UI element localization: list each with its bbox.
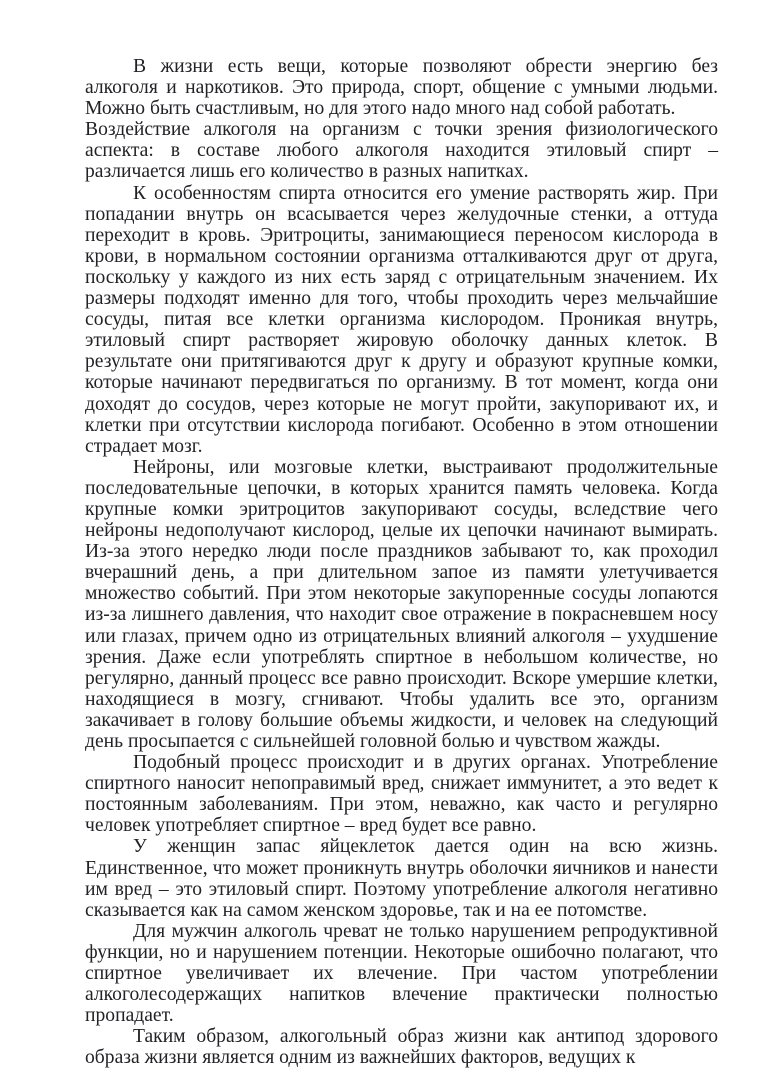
paragraph-intro: В жизни есть вещи, которые позволяют обрести энергию без алкоголя и наркотиков. Это природа, спорт, общение с умными людьми. Можно быть счастливым, но для этого надо много над собой работать. xyxy=(85,56,718,120)
paragraph-physiology-heading: Воздействие алкоголя на организм с точки зрения физиологического аспекта: в составе любого алкоголя находится этиловый спирт – различается лишь его количество в разных напитках. xyxy=(85,119,718,183)
paragraph-other-organs: Подобный процесс происходит и в других органах. Употребление спиртного наносит непоправимый вред, снижает иммунитет, а это ведет к постоянным заболеваниям. При этом, неважно, как часто и регулярно человек употребляет спиртное – вред будет все равно. xyxy=(85,752,718,837)
paragraph-conclusion: Таким образом, алкогольный образ жизни как антипод здорового образа жизни является одним из важнейших факторов, ведущих к xyxy=(85,1026,718,1069)
paragraph-women: У женщин запас яйцеклеток дается один на всю жизнь. Единственное, что может проникнуть внутрь оболочки яичников и нанести им вред – это этиловый спирт. Поэтому употребление алкоголя негативно сказывается как на самом женском здоровье, так и на ее потомстве. xyxy=(85,836,718,921)
paragraph-men: Для мужчин алкоголь чреват не только нарушением репродуктивной функции, но и нарушением потенции. Некоторые ошибочно полагают, что спиртное увеличивает их влечение. При частом употреблении алкоголесодержащих напитков влечение практически полностью пропадает. xyxy=(85,920,718,1027)
paragraph-spirit-properties: К особенностям спирта относится его умение растворять жир. При попадании внутрь он всасывается через желудочные стенки, а оттуда переходит в кровь. Эритроциты, занимающиеся переносом кислорода в крови, в нормальном состоянии организма отталкиваются друг от друга, поскольку у каждого из них есть заряд с отрицательным значением. Их размеры подходят именно для того, чтобы проходить через мельчайшие сосуды, питая все клетки организма кислородом. Проникая внутрь, этиловый спирт растворяет жировую оболочку данных клеток. В результате они притягиваются друг к другу и образуют крупные комки, которые начинают передвигаться по организму. В тот момент, когда они доходят до сосудов, через которые не могут пройти, закупоривают их, и клетки при отсутствии кислорода погибают. Особенно в этом отношении страдает мозг. xyxy=(85,182,718,457)
paragraph-neurons: Нейроны, или мозговые клетки, выстраивают продолжительные последовательные цепочки, в которых хранится память человека. Когда крупные комки эритроцитов закупоривают сосуды, вследствие чего нейроны недополучают кислород, целые их цепочки начинают вымирать. Из-за этого нередко люди после праздников забывают то, как проходил вчерашний день, а при длительном запое из памяти улетучивается множество событий. При этом некоторые закупоренные сосуды лопаются из-за лишнего давления, что находит свое отражение в покрасневшем носу или глазах, причем одно из отрицательных влияний алкоголя – ухудшение зрения. Даже если употреблять спиртное в небольшом количестве, но регулярно, данный процесс все равно происходит. Вскоре умершие клетки, находящиеся в мозгу, сгнивают. Чтобы удалить все это, организм закачивает в голову большие объемы жидкости, и человек на следующий день просыпается с сильнейшей головной болью и чувством жажды. xyxy=(85,456,718,752)
document-body xyxy=(85,56,718,1069)
